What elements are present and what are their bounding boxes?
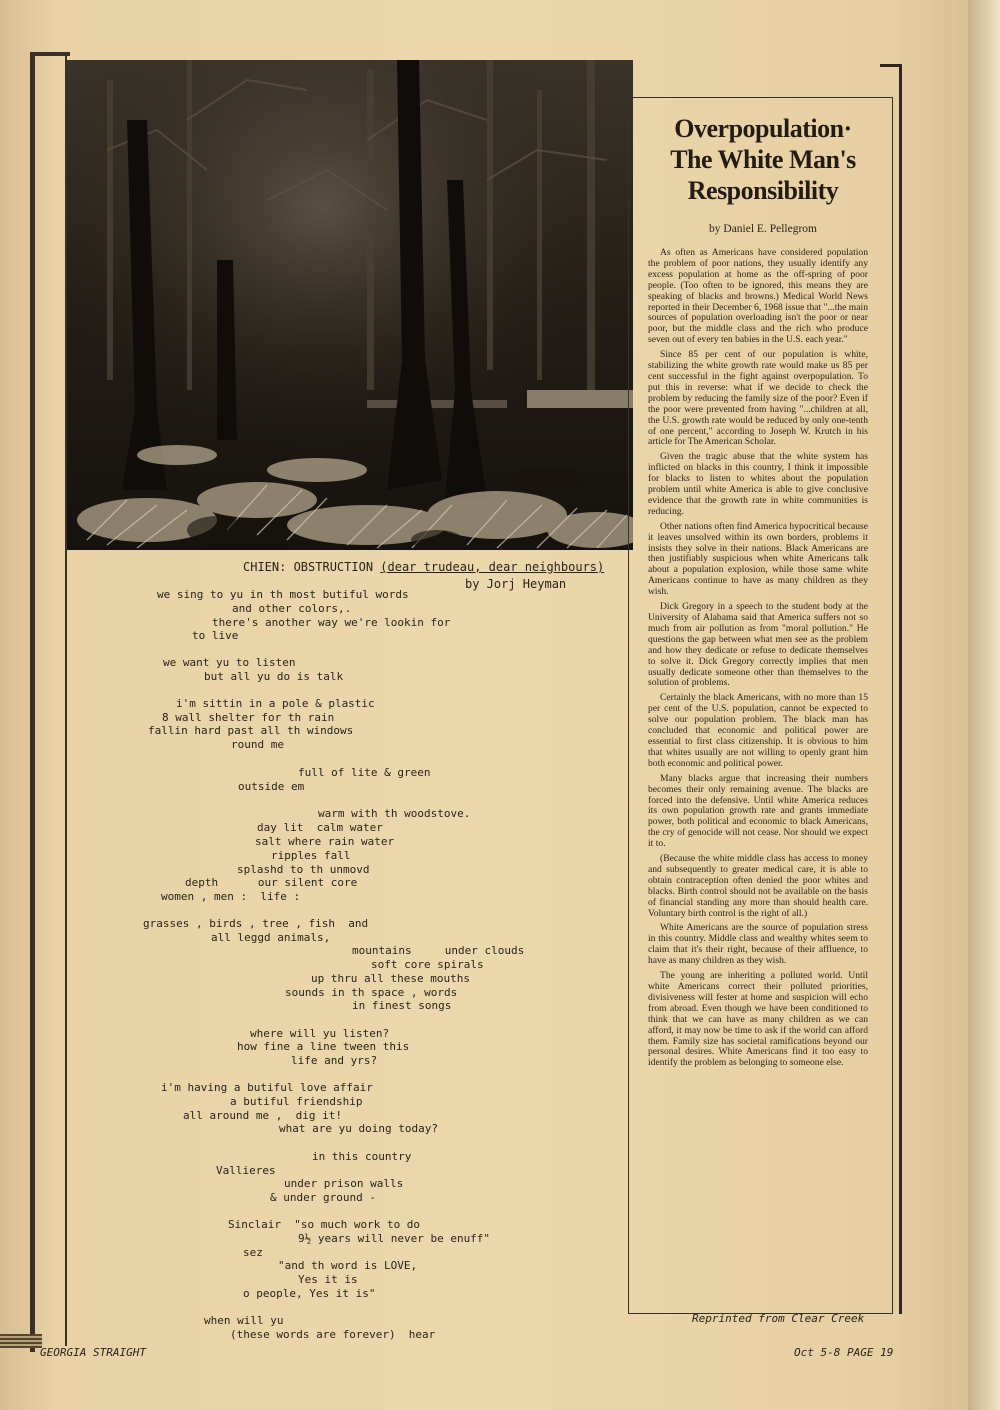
poem-line: up thru all these mouths — [311, 972, 470, 985]
publication-name: GEORGIA STRAIGHT — [40, 1346, 146, 1359]
poem-line: round me — [231, 738, 284, 751]
right-border-rule — [899, 64, 902, 1314]
article-paragraph: Many blacks argue that increasing their numbers becomes their only remaining avenue. The blacks are forced into the defensive. Until white America reduces its own population growth rate and grants immediate power, both political and economic to black Americans, the cry of genocide will not cease. Nor should we expect it to. — [648, 772, 868, 850]
article-paragraph: Given the tragic abuse that the white system has inflicted on blacks in this country, I think it impossible for blacks to listen to whites about the population problem until white America is able to give conclusive evidence that the growth rate in white communities is reducing. — [648, 451, 868, 517]
right-border-rule-top — [880, 64, 902, 67]
article-body — [648, 248, 868, 1069]
poem-byline: by Jorj Heyman — [465, 577, 567, 591]
poem-line: sounds in th space , words — [285, 986, 458, 999]
poem-line: 9½ years will never be enuff" — [298, 1232, 491, 1245]
article-paragraph: The young are inheriting a polluted world. Until white Americans correct their polluted priorities, divisiveness will fester at home and suspicion will echo from abroad. Even though we have been conditioned to think that we can have as many children as we can afford, it may now be time to ask if the world can afford them. Family size has societal ramifications beyond our personal desires. White Americans find it too easy to identify the problem as belonging to someone else. — [648, 970, 868, 1069]
poem-line: but all yu do is talk — [204, 670, 344, 683]
poem-line: all leggd animals, — [211, 931, 331, 944]
date-page-number: Oct 5-8 PAGE 19 — [794, 1346, 894, 1359]
poem-line: and other colors,. — [232, 602, 352, 615]
poem-line: i'm sittin in a pole & plastic — [176, 697, 375, 710]
article-paragraph: Certainly the black Americans, with no more than 15 per cent of the U.S. population, cannot be expected to solve our population problem. The black man has concluded that economic and political power are essential to first class citizenship. It is obvious to him that whites usually are not willing to openly grant him both economic and political power. — [648, 692, 868, 769]
poem-line: where will yu listen? — [250, 1027, 390, 1040]
poem-subtitle: (dear trudeau, dear neighbours) — [380, 560, 605, 574]
poem-line: under prison walls — [284, 1177, 404, 1190]
left-border-rule — [30, 52, 35, 1352]
poem-line: salt where rain water — [255, 835, 395, 848]
reprint-credit: Reprinted from Clear Creek — [692, 1312, 865, 1325]
poem-line: o people, Yes it is" — [243, 1287, 376, 1300]
page-edge — [968, 0, 1000, 1410]
poem-line: depth our silent core — [185, 876, 358, 889]
article-byline: by Daniel E. Pellegrom — [709, 223, 817, 235]
poem-title — [243, 560, 604, 574]
article-paragraph: White Americans are the source of population stress in this country. Middle class and wealthy whites seem to claim that it's their right, because of their affluence, to have as many children as they wish. — [648, 922, 868, 967]
poem-line: splashd to th unmovd — [237, 863, 370, 876]
poem-line: grasses , birds , tree , fish and — [143, 917, 369, 930]
article-paragraph: (Because the white middle class has access to money and subsequently to greater medical care, it is able to obtain contraception often denied the poor whites and blacks. Birth control should not be available on the basis of financial standing any more than should health care. Voluntary birth control is the right of all.) — [648, 853, 868, 919]
poem-line: we sing to yu in th most butiful words — [157, 588, 409, 601]
poem-line: i'm having a butiful love affair — [161, 1081, 373, 1094]
poem-title-main: CHIEN: OBSTRUCTION — [243, 560, 374, 574]
poem-line: life and yrs? — [291, 1054, 378, 1067]
poem-line: fallin hard past all th windows — [148, 724, 354, 737]
article-paragraph: As often as Americans have considered population the problem of poor nations, they usually identify any excess population at home as the off-spring of poor people. (Too often to be ignored, this means they are speaking of blacks and browns.) Medical World News reported in their December 6, 1968 issue that "...the main sources of population overloading isn't the poor or near poor, but the middle class and the rich who produce seven out of every ten babies in the U.S. each year." — [648, 247, 868, 346]
poem-line: all around me , dig it! — [183, 1109, 342, 1122]
poem-line: Yes it is — [298, 1273, 358, 1286]
poem-line: soft core spirals — [371, 958, 484, 971]
headline-line: Responsibility — [687, 176, 839, 205]
headline-line: The White Man's — [670, 145, 856, 174]
article-headline — [634, 113, 892, 206]
left-border-rule-top — [30, 52, 70, 56]
poem-line: day lit calm water — [257, 821, 383, 834]
poem-line: "and th word is LOVE, — [278, 1259, 418, 1272]
poem-line: in this country — [312, 1150, 412, 1163]
poem-line: to live — [192, 629, 239, 642]
poem-line: there's another way we're lookin for — [212, 616, 451, 629]
poem-line: outside em — [238, 780, 305, 793]
poem-line: (these words are forever) hear — [230, 1328, 436, 1341]
article-paragraph: Dick Gregory in a speech to the student body at the University of Alabama said that America suffers not so much from air pollution as from "moral pollution." He questions the gap between what men see as the problem and how they dedicate or refuse to dedicate themselves to solve it. Dick Gregory correctly implies that men usually dedicate someone other than themselves to the solution of problems. — [648, 601, 868, 689]
article-paragraph: Since 85 per cent of our population is white, stabilizing the white growth rate would make us 85 per cent successful in the fight against overpopulation. To put this in reverse: what if we decide to check the problem by reducing the family size of the poor? Even if the poor were prevented from having "...children at all, the U.S. growth rate would be reduced by only one-tenth of one percent," according to Joseph W. Krutch in his article for The American Scholar. — [648, 349, 868, 448]
poem-line: a butiful friendship — [230, 1095, 363, 1108]
poem-line: sez — [243, 1246, 263, 1259]
poem-line: how fine a line tween this — [237, 1040, 410, 1053]
poem-line: & under ground - — [270, 1191, 376, 1204]
poem-line: Vallieres — [216, 1164, 276, 1177]
poem-line: 8 wall shelter for th rain — [162, 711, 335, 724]
poem-line: Sinclair "so much work to do — [228, 1218, 421, 1231]
poem-line: ripples fall — [271, 849, 351, 862]
poem-line: in finest songs — [352, 999, 452, 1012]
bottom-left-ornament — [0, 1334, 42, 1348]
poem-line: we want yu to listen — [163, 656, 296, 669]
poem-line: women , men : life : — [161, 890, 301, 903]
poem-line: mountains under clouds — [352, 944, 525, 957]
poem-line: when will yu — [204, 1314, 284, 1327]
headline-line: Overpopulation· — [674, 114, 852, 143]
article-paragraph: Other nations often find America hypocritical because it leaves unsolved within its own borders, problems it insists they solve in their nations. Black Americans are then justifiably suspicious when white Americans talk about a population explosion, while those same white Americans continue to have as many children as they wish. — [648, 520, 868, 598]
poem-line: what are yu doing today? — [279, 1122, 438, 1135]
poem-line: full of lite & green — [298, 766, 431, 779]
forest-photograph — [67, 60, 633, 550]
poem-line: warm with th woodstove. — [318, 807, 471, 820]
